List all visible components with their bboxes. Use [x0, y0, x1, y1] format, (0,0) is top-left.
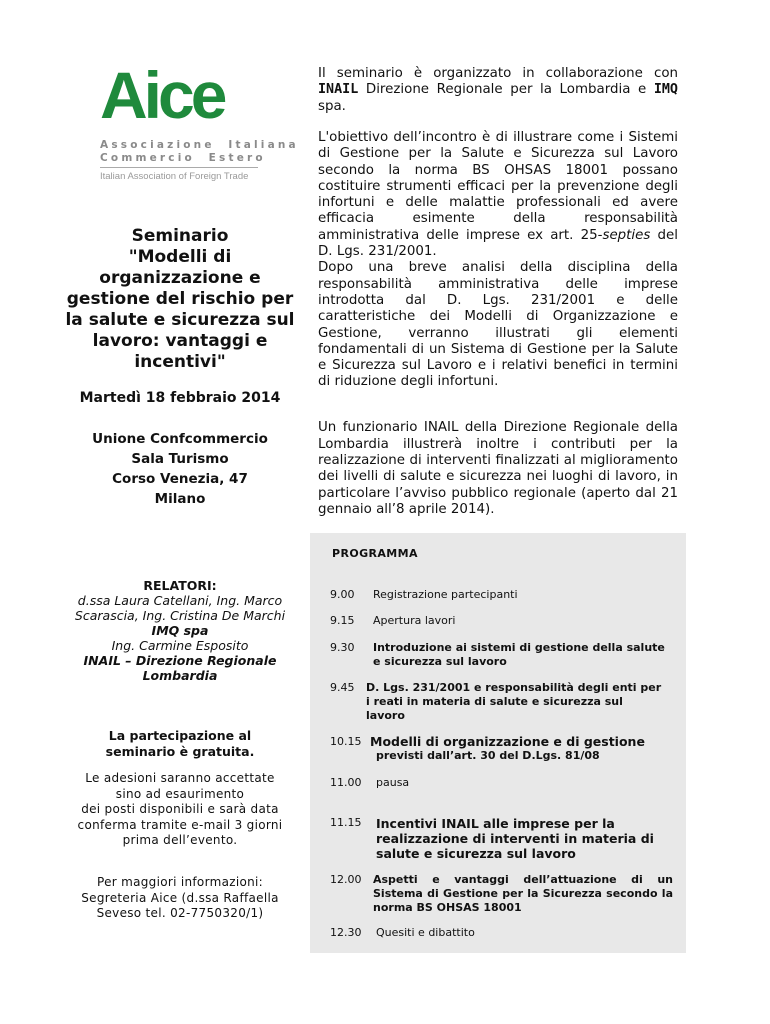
seminar-date: Martedì 18 febbraio 2014: [79, 390, 281, 406]
contact-info: Per maggiori informazioni: Segreteria Aice (d.ssa Raffaella Seveso tel. 02-7750320/1): [81, 875, 279, 920]
speakers: RELATORI: d.ssa Laura Catellani, Ing. Marco Scarascia, Ing. Cristina De Marchi IMQ spa Ing. Carmine Esposito INAIL – Direzione Regionale Lombardia: [56, 578, 304, 683]
analysis-paragraph: Dopo una breve analisi della disciplina della responsabilità amministrativa delle imprese introdotta dal D. Lgs. 231/2001 e delle caratteristiche dei Modelli di Organizzazione e Gestione, verranno illustrati gli elementi fondamentali di un Sistema di Gestione per la Salute e Sicurezza sul Lavoro e i relativi benefici in termini di riduzione degli infortuni.: [318, 260, 678, 390]
inail-paragraph: Un funzionario INAIL della Direzione Regionale della Lombardia illustrerà inoltre i contributi per la realizzazione di interventi finalizzati al miglioramento dei livelli di salute e sicurezza nei luoghi di lavoro, in particolare l’avviso pubblico regionale (aperto dal 21 gennaio all’8 aprile 2014).: [318, 420, 678, 517]
seminar-title: Seminario "Modelli di organizzazione e gestione del rischio per la salute e sicurezza sul lavoro: vantaggi e incentivi": [65, 226, 295, 372]
registration-note: Le adesioni saranno accettate sino ad esaurimento dei posti disponibili e sarà data conferma tramite e-mail 3 giorni prima dell’evento.: [77, 771, 283, 847]
program-title: PROGRAMMA: [332, 547, 418, 560]
seminar-venue: Unione Confcommercio Sala Turismo Corso Venezia, 47 Milano: [92, 431, 268, 507]
speakers-heading: RELATORI:: [143, 578, 217, 593]
program-box: PROGRAMMA 9.00 Registrazione partecipanti 9.15 Apertura lavori 9.30 Introduzione ai sistemi di gestione della salute e sicurezza sul lavoro 9.45 D. Lgs. 231/2001 e responsabilità degli enti per i reati in materia di salute e sicurezza sul lavoro 10.15 Modelli di organizzazione e di gestione previsti dall’art. 30 del D.Lgs. 81/08 11.00 pausa 11.15 Incentivi INAIL alle imprese per la realizzazione di interventi in materia di salute e sicurezza sul lavoro 12.00 Aspetti e vantaggi dell’attuazione di un Sistema di Gestione per la Sicurezza secondo la norma BS OHSAS 18001 12.30 Quesiti e dibattito: [310, 533, 686, 953]
logo-tagline: Italian Association of Foreign Trade: [100, 171, 249, 182]
logo-subtitle-2: Commercio Estero: [100, 152, 266, 164]
objective-paragraph: L'obiettivo dell’incontro è di illustrare come i Sistemi di Gestione per la Salute e Sicurezza sul Lavoro secondo la norma BS OHSAS 18001 possano costituire strumenti efficaci per la prevenzione degli infortuni e delle malattie professionali ed avere efficacia esimente della responsabilità amministrativa delle imprese ex art. 25-septies del D. Lgs. 231/2001. Dopo una breve analisi della disciplina della responsabilità amministrativa delle imprese introdotta dal D. Lgs. 231/2001 e delle caratteristiche dei Modelli di Organizzazione e Gestione, verranno illustrati gli elementi fondamentali di un Sistema di Gestione per la Salute e Sicurezza sul Lavoro e i relativi benefici in termini di riduzione degli infortuni.: [318, 130, 679, 390]
logo-divider: [100, 167, 258, 168]
free-participation: La partecipazione al seminario è gratuita.: [105, 728, 255, 759]
intro-paragraph: Il seminario è organizzato in collaborazione con INAIL Direzione Regionale per la Lombardia e IMQ spa.: [318, 66, 678, 114]
aice-logo: [96, 58, 299, 188]
logo-wordmark: Aice: [100, 58, 224, 132]
logo-subtitle-1: Associazione Italiana: [100, 139, 299, 151]
